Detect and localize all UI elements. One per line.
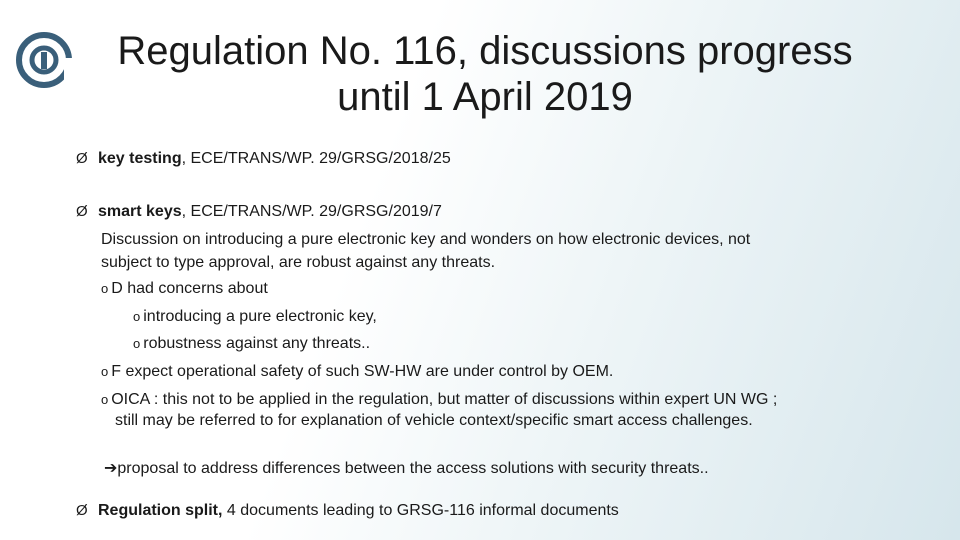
bullet-arrow-icon: Ø (76, 502, 88, 519)
right-arrow-icon: ➔ (104, 460, 118, 477)
discussion-line-2: subject to type approval, are robust against any threats. (101, 254, 496, 271)
sub-item-text: introducing a pure electronic key, (143, 308, 377, 325)
bullet-text: , ECE/TRANS/WP. 29/GRSG/2018/25 (181, 150, 451, 167)
bullet-bold-text: smart keys (98, 203, 182, 220)
circle-bullet-icon: o (101, 392, 109, 407)
sub-item (133, 333, 370, 355)
circle-bullet-icon: o (101, 281, 109, 296)
circle-bullet-icon: o (101, 364, 109, 379)
sub-item (133, 306, 377, 328)
bullet-key-testing (76, 148, 451, 170)
sub-item-text: robustness against any threats.. (143, 335, 371, 352)
title-line-1: Regulation No. 116, discussions progress (117, 29, 853, 73)
sub-item-continuation: still may be referred to for explanation of vehicle context/specific smart access challenges. (115, 412, 753, 429)
slide-title (60, 28, 910, 120)
bullet-text: 4 documents leading to GRSG-116 informal documents (222, 502, 619, 519)
proposal-line (104, 458, 709, 480)
bullet-arrow-icon: Ø (76, 150, 88, 167)
bullet-regulation-split (76, 500, 619, 522)
sub-item (101, 389, 777, 411)
bullet-smart-keys (76, 201, 442, 223)
proposal-text: proposal to address differences between the access solutions with security threats.. (117, 460, 709, 477)
sub-item (101, 361, 613, 383)
circle-bullet-icon: o (133, 336, 141, 351)
sub-item-text: F expect operational safety of such SW-HW are under control by OEM. (111, 363, 614, 380)
circle-bullet-icon: o (133, 309, 141, 324)
sub-item-text: D had concerns about (111, 280, 268, 297)
bullet-bold-text: key testing (98, 150, 182, 167)
bullet-arrow-icon: Ø (76, 203, 88, 220)
title-line-2: until 1 April 2019 (337, 75, 633, 119)
sub-item (101, 278, 268, 300)
discussion-line-1: Discussion on introducing a pure electronic key and wonders on how electronic devices, not (101, 231, 751, 248)
sub-item-text: OICA : this not to be applied in the regulation, but matter of discussions within expert UN WG ; (111, 391, 778, 408)
bullet-bold-text: Regulation split, (98, 502, 223, 519)
bullet-text: , ECE/TRANS/WP. 29/GRSG/2019/7 (181, 203, 442, 220)
